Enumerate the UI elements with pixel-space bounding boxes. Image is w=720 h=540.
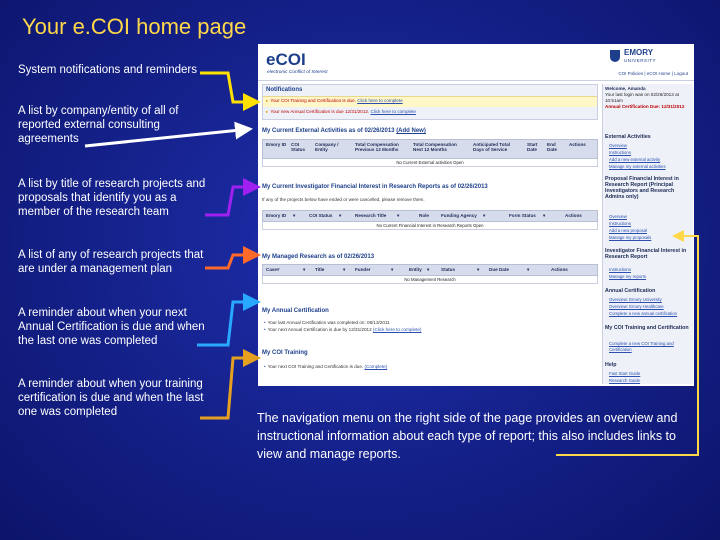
annual-last-completed: • Your last Annual Certification was completed on: 06/13/2011 xyxy=(264,320,390,325)
sidebar-link[interactable]: Instructions xyxy=(609,221,631,226)
note-management-plan: A list of any of research projects that are under a management plan xyxy=(18,249,204,275)
coi-training-title: My COI Training xyxy=(262,350,308,356)
investigator-reports-note: If any of the projects below have ended or were cancelled, please remove them. xyxy=(262,197,425,202)
arrow-managed xyxy=(205,255,258,268)
annual-next-due: • Your next Annual Certification is due by 12/31/2012 (Click here to complete) xyxy=(264,327,422,332)
sidebar-link[interactable]: Instructions xyxy=(609,150,631,155)
sidebar-heading-investigator: Investigator Financial Interest in Research Report xyxy=(605,248,687,260)
sidebar-link[interactable]: Instructions xyxy=(609,267,631,272)
sidebar-link[interactable]: Complete a new annual certification xyxy=(609,311,678,316)
notifications-title: Notifications xyxy=(266,87,303,93)
notification-item: ▸ Your COI Training and Certification is due. Click here to complete xyxy=(266,98,403,103)
arrow-external xyxy=(85,129,250,146)
sidebar-heading-help: Help xyxy=(605,362,617,368)
cert-due-text: Annual Certification Due: 12/31/2012 xyxy=(605,104,685,109)
arrow-investigator xyxy=(205,187,258,215)
ecoi-logo-subtitle: electronic Conflict of Interest xyxy=(267,70,328,75)
sidebar-link[interactable]: Complete a new COI Training and Certification xyxy=(609,341,674,352)
training-complete-link[interactable]: (Complete) xyxy=(364,364,388,369)
annual-certification-title: My Annual Certification xyxy=(262,308,329,314)
note-training: A reminder about when your training certification is due and when the last one was completed xyxy=(18,378,204,418)
external-activities-empty-row: No Current External activities Open xyxy=(262,159,598,167)
notification-item: ▸ Your new Annual Certification is due 12/31/2012. Click here to complete xyxy=(266,109,416,114)
sidebar-link[interactable]: Add a new external activity xyxy=(609,157,661,162)
emory-logo: EMORY xyxy=(624,48,654,57)
notification-link[interactable]: Click here to complete xyxy=(370,109,416,114)
welcome-text: Welcome, Amanda xyxy=(605,86,646,91)
add-new-link[interactable]: (Add New) xyxy=(396,128,426,134)
sidebar-heading-proposal: Proposal Financial Interest in Research Report (Principal Investigators and Research Admins only) xyxy=(605,176,679,200)
sidebar-link[interactable]: Add a new proposal xyxy=(609,228,647,233)
investigator-reports-title: My Current Investigator Financial Interest in Research Reports as of 02/26/2013 xyxy=(262,184,488,190)
note-navigation-menu: The navigation menu on the right side of the page provides an overview and instructional information about each type of report; this also includes links to view and manage reports. xyxy=(257,411,678,461)
arrow-navigation xyxy=(556,236,698,455)
external-activities-table-header: Emory ID COI Status Company / Entity Total Compensation Previous 12 Months Total Compensation Next 12 Months Anticipated Total Days of Service Start Date End Date Actions xyxy=(262,139,598,159)
arrow-annual xyxy=(197,302,258,345)
ecoi-logo: eCOI xyxy=(266,50,306,69)
sidebar-link[interactable]: Overview: Emory Healthcare xyxy=(609,304,664,309)
last-login-text: Your last login was on 02/26/2013 at 10:51am xyxy=(605,92,679,103)
sidebar-heading-annual: Annual Certification xyxy=(605,288,656,294)
notification-link[interactable]: Click here to complete xyxy=(357,98,403,103)
note-external-activities: A list by company/entity of all of reported external consulting agreements xyxy=(18,105,179,145)
training-due: • Your next COI Training and Certification is due. (Complete) xyxy=(264,364,388,369)
arrow-training xyxy=(200,358,258,418)
sidebar-heading-external: External Activities xyxy=(605,134,651,140)
investigator-reports-table-header: Emory ID ▾ COI Status ▾ Research Title ▾ Role Funding Agency ▾ Form Status ▾ Actions xyxy=(262,210,598,222)
investigator-reports-empty-row: No Current Financial Interest in Research Reports Open xyxy=(262,222,598,230)
note-annual-certification: A reminder about when your next Annual Certification is due and when the last one was completed xyxy=(18,307,205,347)
managed-research-table-header: Case# ▾ Title ▾ Funder ▾ Entity ▾ Status ▾ Due Date ▾ Actions xyxy=(262,264,598,276)
note-notifications: System notifications and reminders xyxy=(18,64,197,76)
note-research-team: A list by title of research projects and proposals that identify you as a member of the research team xyxy=(18,178,206,218)
managed-research-title: My Managed Research as of 02/26/2013 xyxy=(262,254,375,260)
sidebar-heading-training: My COI Training and Certification xyxy=(605,325,689,331)
header-links[interactable]: COI Policies | eCOI Home | Logout xyxy=(618,71,688,76)
sidebar-link[interactable]: Overview xyxy=(609,214,627,219)
sidebar-link[interactable]: Overview xyxy=(609,143,627,148)
managed-research-empty-row: No Management Research xyxy=(262,276,598,284)
sidebar-link[interactable]: Manage my external activities xyxy=(609,164,666,169)
sidebar-link[interactable]: Overview: Emory University xyxy=(609,297,662,302)
slide-title: Your e.COI home page xyxy=(22,14,247,39)
annual-complete-link[interactable]: (Click here to complete) xyxy=(372,327,422,332)
sidebar-link[interactable]: Manage my reports xyxy=(609,274,647,279)
sidebar-link[interactable]: Manage my proposals xyxy=(609,235,652,240)
external-activities-title: My Current External Activities as of 02/26/2013 (Add New) xyxy=(262,128,426,134)
arrow-notifications xyxy=(200,73,258,102)
sidebar-link[interactable]: Research Guide xyxy=(609,378,641,383)
emory-logo-subtitle: UNIVERSITY xyxy=(624,58,657,63)
sidebar-link[interactable]: Fast Start Guide xyxy=(609,371,641,376)
